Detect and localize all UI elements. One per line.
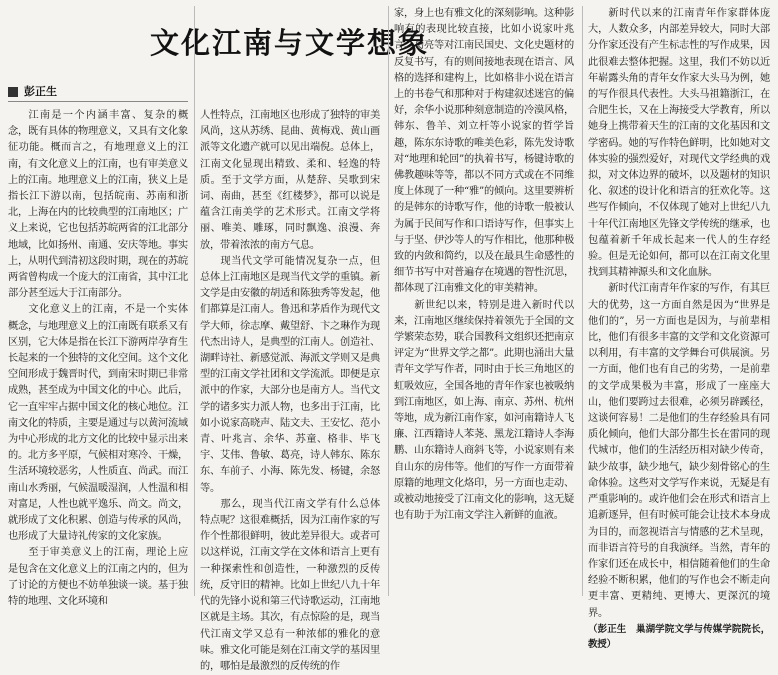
column-divider (582, 6, 583, 596)
byline-divider (8, 101, 188, 102)
author-name: 彭正生 (24, 85, 57, 98)
paragraph: 新时代以来的江南青年作家群体庞大，人数众多，内部差异较大，同时大部分作家还没有产生标志性的写作成果，因此很难去整体把握。这里，我们不妨以近年崭露头角的青年女作家大头马为例，她的写作很具代表性。大头马祖籍浙江，在合肥生长，又在上海接受大学教育，所以她身上携带着天生的江南的文化基因和文学密码。她的写作特色鲜明，比如她对文体实验的强烈爱好，对现代文学经典的戏拟，对文体边界的破坏，以及题材的知识化、叙述的设计化和语言的狂欢化等。这些写作倾向，不仅体现了她对上世纪八九十年代江南地区先锋文学传统的继承，也包蕴着新千年成长起来一代人的生存经验。但是无论如何，都可以在江南文化里找到其精神源头和文化血脉。 (588, 8, 770, 279)
byline (8, 85, 178, 99)
column-divider (388, 6, 389, 596)
column-divider (194, 6, 195, 596)
author-note: （彭正生 巢湖学院文学与传媒学院院长，教授） (588, 623, 770, 650)
paragraph: 新世纪以来，特别是进入新时代以来，江南地区继续保持着领先于全国的文学繁荣态势，联合国教科文组织还把南京评定为“世界文学之都”。此期也涌出大量青年文学写作者，同时由于长三角地区的虹吸效应，全国各地的青年作家也被吸纳到江南地区，如上海、南京、苏州、杭州等地，成为新江南作家，如河南籍诗人飞廉、江西籍诗人苯荛、黑龙江籍诗人李海鹏、山东籍诗人商斜飞等，小说家则有来自山东的房伟等。他们的写作一方面带着原籍的地理文化烙印，另一方面也走动、或被动地接受了江南文化的影响，这无疑也有助于为江南文学注入新鲜的血液。 (394, 299, 574, 522)
paragraph: 江南是一个内涵丰富、复杂的概念，既有具体的物理意义，又具有文化象征功能。概而言之，有地理意义上的江南，有文化意义上的江南，也有审美意义上的江南。地理意义上的江南，狭义上是指长江下游以南，包括皖南、苏南和浙北，上海在内的比较典型的江南地区；广义上来说，它也包括苏皖两省的江北部分地域，比如扬州、南通、安庆等地。事实上，从明代到清初这段时期，现在的苏皖两省曾构成一个庞大的江南省，其中江北部分甚至远大于江南部分。 (8, 110, 188, 300)
text-column-3 (394, 6, 574, 596)
paragraph: 文化意义上的江南，不是一个实体概念，与地理意义上的江南既有联系又有区别，它大体是指在长江下游两岸孕育生长起来的一个独特的文化空间。这个文化空间形成于魏晋时代，到南宋时期已非常成熟，甚至成为中国文化的中心。此后，它一直牢牢占据中国文化的核心地位。江南文化的特质，主要是通过与以黄河流域为中心形成的北方文化的比较中显示出来的。北方多平原，气候相对寒冷、干燥，生活环境较恶劣，人性质直、尚武。而江南山水秀丽，气候温暖湿润，人性温和相对富足，人性也就平逸乐、尚文。尚文，就形成了文化积累、创造与传承的风尚，也形成了大量诗礼传家的文化家族。 (8, 304, 188, 543)
text-column-1 (8, 108, 188, 608)
paragraph: 现当代文学可能情况复杂一点，但总体上江南地区是现当代文学的重镇。新文学是由安徽的胡适和陈独秀等发起，他们都算是江南人。鲁迅和茅盾作为现代文学大师，徐志摩、戴望舒、卞之琳作为现代杰出诗人，是典型的江南人。创造社、湖畔诗社、新感觉派、海派文学则又是典型的江南文学社团和文学流派。即便是京派中的作家，大部分也是南方人。当代文学的诸多实力派人物，也多出于江南，比如小说家高晓声、陆文夫、王安忆、范小青、叶兆言、余华、苏童、格非、毕飞宇、艾伟、鲁敏、葛亮，诗人韩东、陈东东、车前子、小海、陈先发、杨键，余怒等。 (200, 255, 380, 494)
paragraph: 家，身上也有雅文化的深刻影响。这种影响有的表现比较直接，比如小说家叶兆言、葛亮等对江南民国史、文化史题材的反复书写，有的则间接地表现在语言、风格的选择和建构上，比如格非小说在语言上的书卷气和那种对于构建叙述迷宫的偏好，余华小说那种刻意制造的冷漠风格，韩东、鲁羊、刘立杆等小说家的哲学旨趣，陈东东诗歌的唯美色彩，陈先发诗歌对“地理和轮回”的执着书写，杨键诗歌的佛教趣味等等，都以不同方式或在不同维度上体现了一种“雅”的倾向。这里要辨析的是韩东的诗歌写作，他的诗歌一般被认为属于民间写作和口语诗写作，但事实上与于坚、伊沙等人的写作相比，他那种极致的内敛和简约，以及在最具生命感性的细节书写中对普遍存在境遇的智性沉思，都体现了江南雅文化的审美精神。 (394, 8, 574, 295)
paragraph: 新时代江南青年作家的写作，有其巨大的优势，这一方面自然是因为“世界是他们的”，另一方面也是因为，与前辈相比，他们有很多丰富的文学和文化资源可以利用，有丰富的文学舞台可供展演。另一方面，他们也有自己的劣势，一是前辈的文学成果极为丰富，形成了一座座大山，他们要跨过去很难，必须另辟蹊径，这谈何容易！二是他们的生存经验具有同质化倾向，他们大部分都生长在雷同的现代城市，他们的生活经历相对缺少传奇，缺少故事，缺少地气，缺少刻骨铭心的生命体验。这些对文学写作来说，无疑是有严重影响的。或许他们会在形式和语言上追新逐异，但有时候可能会让技术本身成为目的，而忽视语言与情感的艺术呈现，而非语言符号的自我演绎。当然，青年的作家们还在成长中，相信随着他们的生命经验不断积累，他们的写作也会不断走向更丰富、更精纯、更博大、更深沉的境界。 (588, 283, 770, 619)
paragraph: 人性特点，江南地区也形成了独特的审美风尚，这从苏绣、昆曲、黄梅戏、黄山画派等文化遗产就可以见出端倪。总体上，江南文化显现出精致、柔和、轻逸的特质。至于文学方面，从楚辞、吴歌到宋词、南曲，甚至《红楼梦》，都可以说是蕴含江南美学的艺术形式。江南文学将丽、唯美、雕琢，同时飘逸、浪漫、奔放，带着浓浓的南方气息。 (200, 110, 380, 251)
text-column-2 (200, 108, 380, 672)
text-column-4 (588, 6, 770, 650)
byline-marker-icon (8, 87, 18, 97)
article-title: 文化江南与文学想象 (150, 26, 430, 60)
paragraph: 至于审美意义上的江南，理论上应是包含在文化意义上的江南之内的，但为了讨论的方便也不妨单独谈一谈。基于独特的地理、文化环境和 (8, 547, 188, 608)
paragraph: 那么，现当代江南文学有什么总体特点呢？这很难概括，因为江南作家的写作个性都很鲜明，彼此差异很大。或者可以这样说，江南文学在文体和语言上更有一种探索性和创造性，一种激烈的反传统，反守旧的精神。比如上世纪八九十年代的先锋小说和第三代诗歌运动，江南地区就是主场。其次，有点惊险的是，现当代江南文学又总有一种浓郁的雅化的意味。雅文化可能是刻在江南文学的基因里的，哪怕是最激烈的反传统的作 (200, 498, 380, 672)
